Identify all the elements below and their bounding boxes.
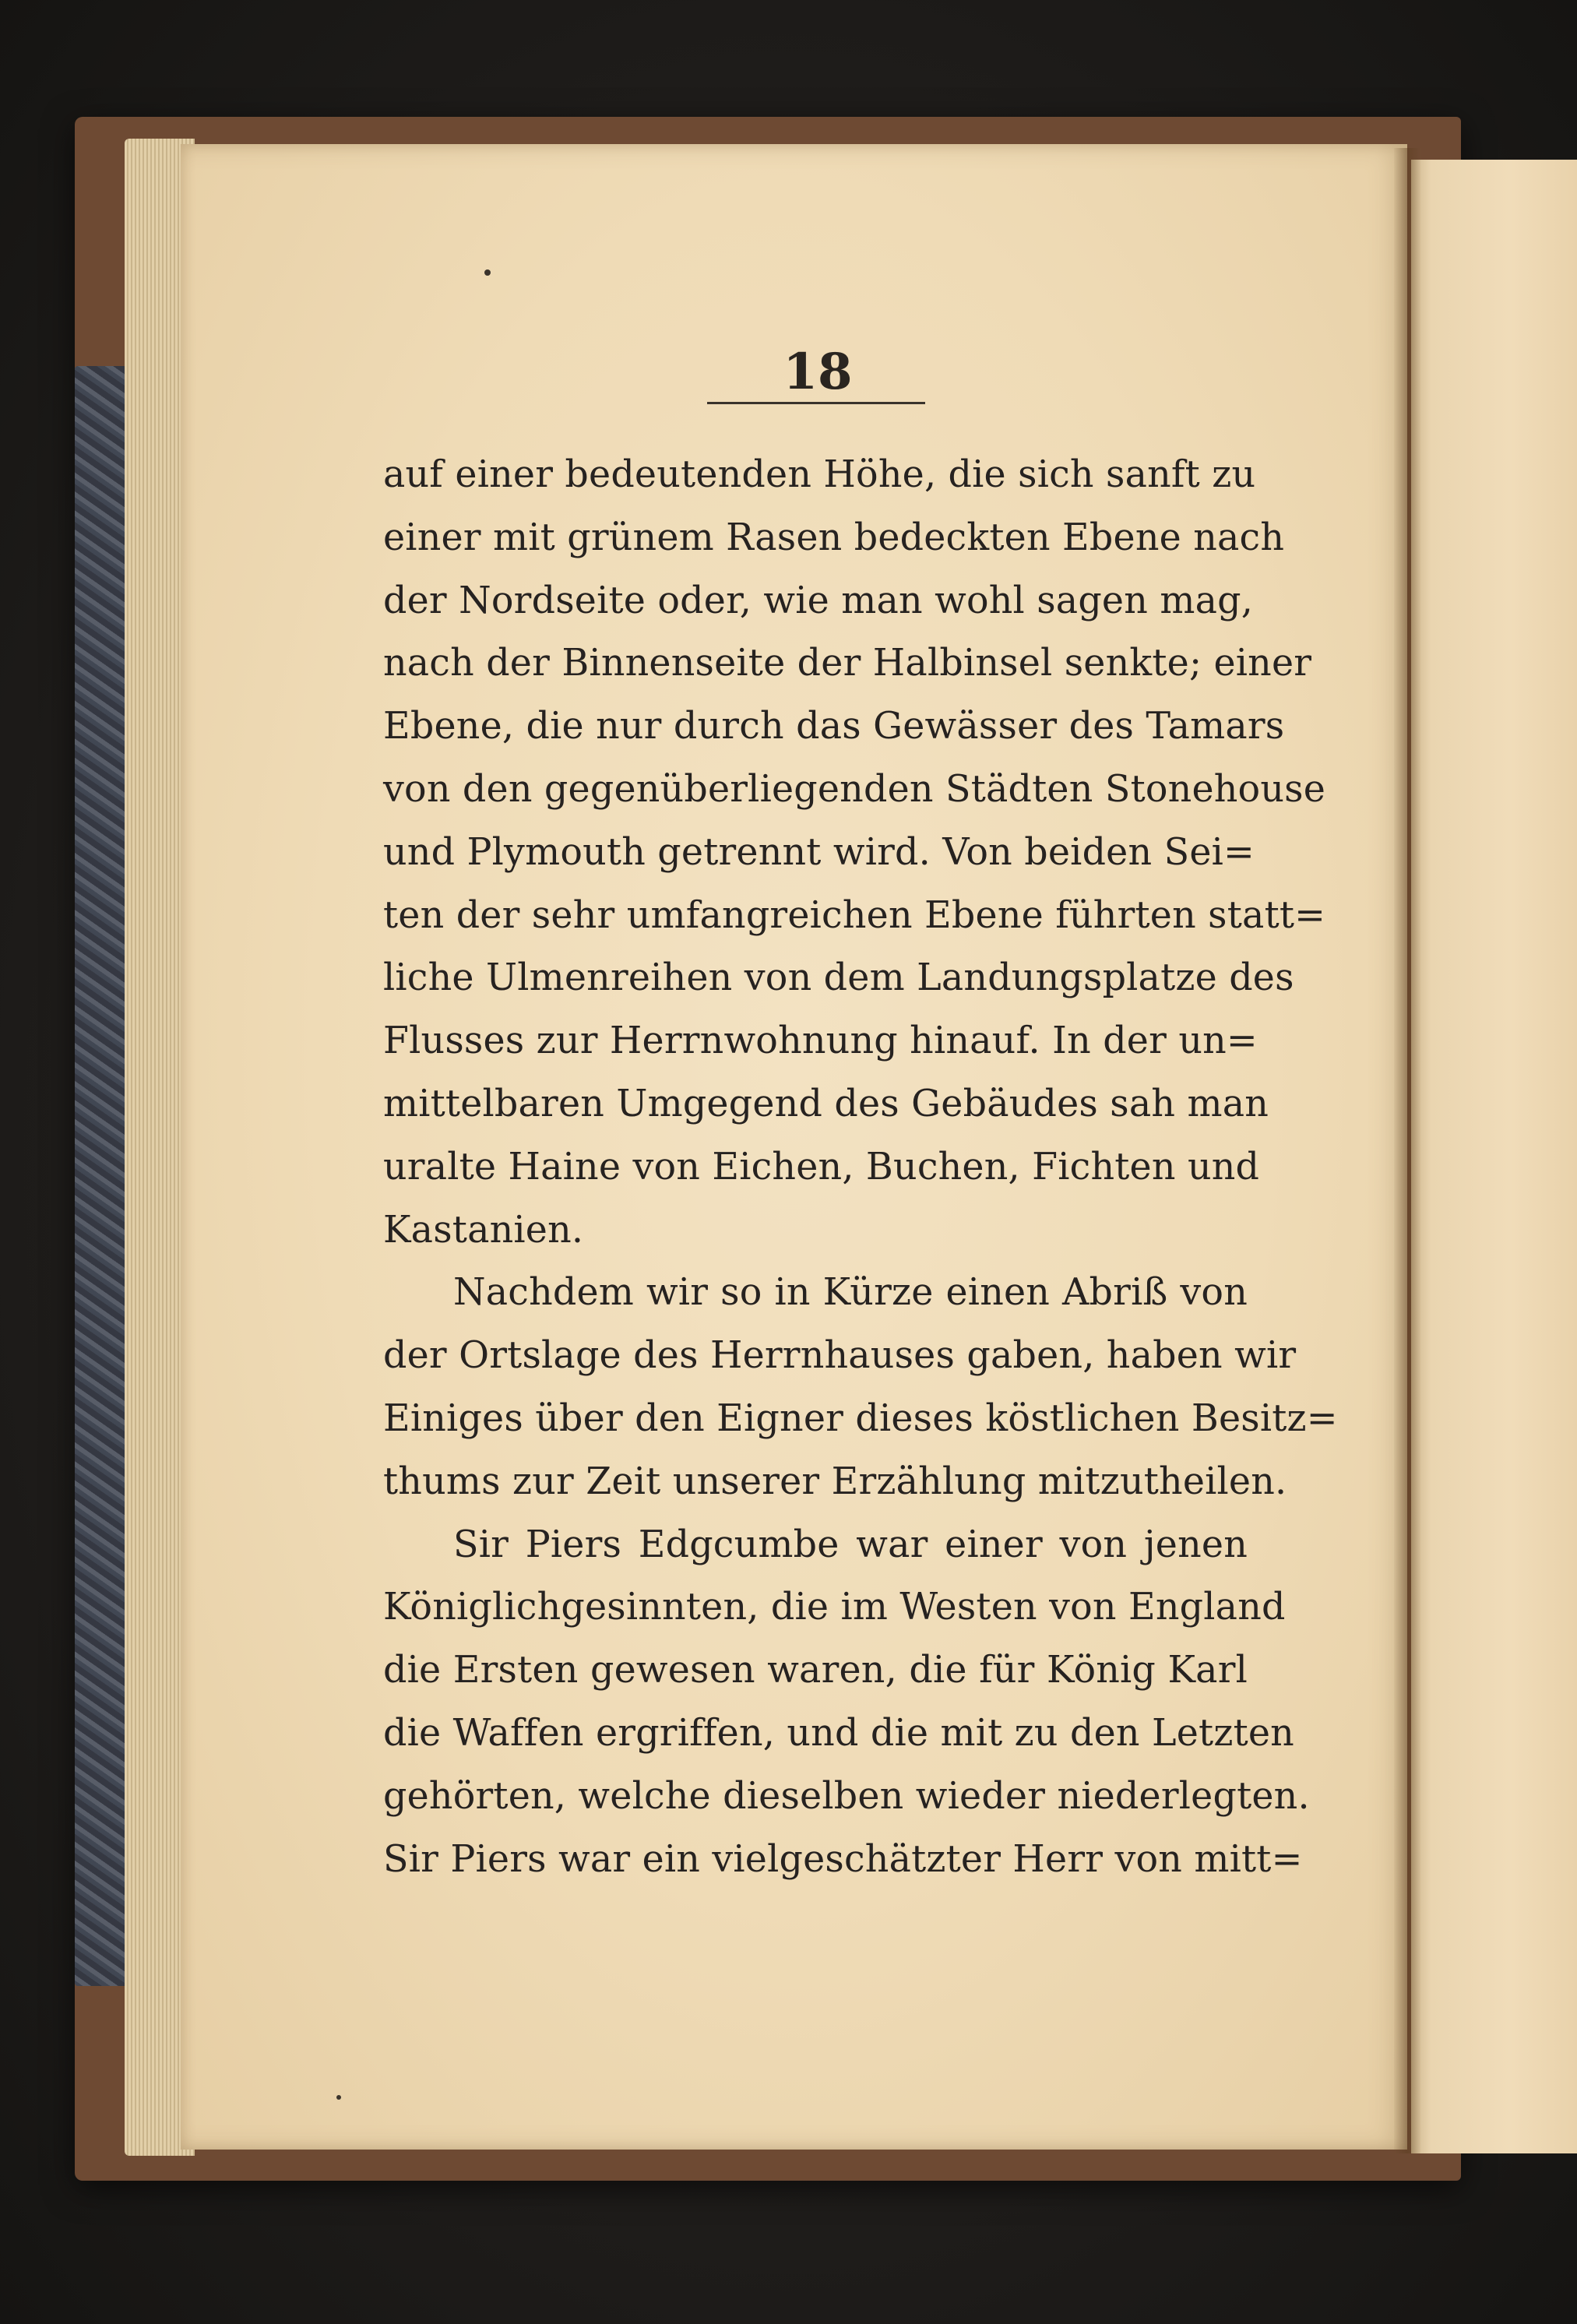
ink-speck	[336, 2095, 341, 2100]
text-line: Flusses zur Herrnwohnung hinauf. In der un=	[383, 1019, 1258, 1063]
text-line: Nachdem wir so in Kürze einen Abriß von	[453, 1271, 1248, 1315]
text-line: Ebene, die nur durch das Gewässer des Tamars	[383, 705, 1285, 748]
text-line: nach der Binnenseite der Halbinsel senkte; einer	[383, 642, 1312, 685]
text-line: uralte Haine von Eichen, Buchen, Fichten und	[383, 1145, 1260, 1188]
text-line: Königlichgesinnten, die im Westen von England	[383, 1586, 1286, 1629]
text-line: die Ersten gewesen waren, die für König Karl	[383, 1649, 1248, 1692]
text-line: auf einer bedeutenden Höhe, die sich sanft zu	[383, 453, 1256, 496]
page-number: 18	[783, 343, 853, 401]
page-gutter	[1394, 148, 1420, 2153]
text-line: mittelbaren Umgegend des Gebäudes sah man	[383, 1082, 1269, 1125]
text-line: einer mit grünem Rasen bedeckten Ebene nach	[383, 516, 1285, 559]
text-line: Kastanien.	[383, 1208, 584, 1252]
ink-speck	[484, 269, 491, 276]
text-line: die Waffen ergriffen, und die mit zu den Letzten	[383, 1711, 1294, 1755]
marbled-cover-edge	[75, 366, 129, 1986]
text-line: von den gegenüberliegenden Städten Stonehouse	[383, 767, 1326, 811]
text-line: liche Ulmenreihen von dem Landungsplatze des	[383, 956, 1294, 1000]
text-line: ten der sehr umfangreichen Ebene führten statt=	[383, 893, 1326, 937]
text-line: der Ortslage des Herrnhauses gaben, haben wir	[383, 1334, 1297, 1378]
text-line: Sir Piers Edgcumbe war einer von jenen	[453, 1523, 1248, 1566]
text-line: Sir Piers war ein vielgeschätzter Herr von mitt=	[383, 1837, 1303, 1881]
text-line: thums zur Zeit unserer Erzählung mitzutheilen.	[383, 1460, 1287, 1503]
facing-page	[1411, 160, 1577, 2153]
page-number-rule	[707, 402, 925, 404]
body-text	[383, 444, 1338, 1891]
text-line: Einiges über den Eigner dieses köstlichen Besitz=	[383, 1396, 1338, 1440]
text-line: der Nordseite oder, wie man wohl sagen mag,	[383, 579, 1253, 622]
text-line: gehörten, welche dieselben wieder niederlegten.	[383, 1774, 1310, 1818]
text-line: und Plymouth getrennt wird. Von beiden Sei=	[383, 830, 1255, 874]
